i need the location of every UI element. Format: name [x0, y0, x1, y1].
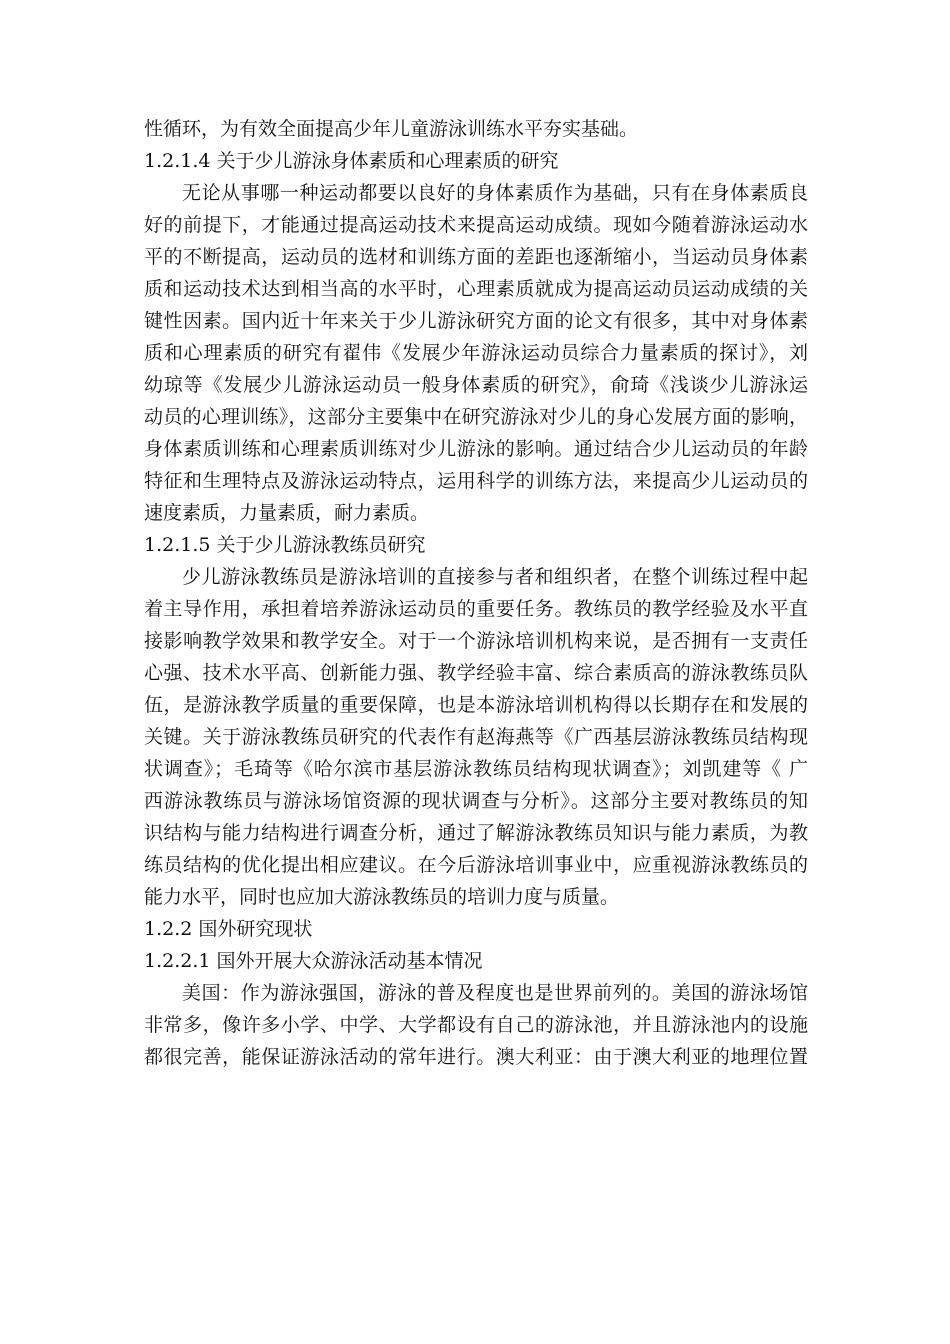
paragraph-line: 质和心理素质的研究有翟伟《发展少年游泳运动员综合力量素质的探讨》，刘: [144, 342, 808, 364]
paragraph-line: 幼琼等《发展少儿游泳运动员一般身体素质的研究》，俞琦《浅谈少儿游泳运: [144, 374, 808, 396]
paragraph-line: 身体素质训练和心理素质训练对少儿游泳的影响。通过结合少儿运动员的年龄: [144, 438, 808, 460]
paragraph-line: 好的前提下，才能通过提高运动技术来提高运动成绩。现如今随着游泳运动水: [144, 214, 808, 236]
paragraph-line: 非常多，像许多小学、中学、大学都设有自己的游泳池，并且游泳池内的设施: [144, 1014, 808, 1036]
paragraph-line: 伍，是游泳教学质量的重要保障，也是本游泳培训机构得以长期存在和发展的: [144, 694, 808, 716]
section-heading: 1.2.2.1 国外开展大众游泳活动基本情况: [144, 950, 483, 972]
paragraph-line: 美国：作为游泳强国，游泳的普及程度也是世界前列的。美国的游泳场馆: [182, 982, 808, 1004]
paragraph-line: 性循环，为有效全面提高少年儿童游泳训练水平夯实基础。: [144, 118, 639, 140]
section-heading: 1.2.1.4 关于少儿游泳身体素质和心理素质的研究: [144, 150, 559, 172]
paragraph-line: 西游泳教练员与游泳场馆资源的现状调查与分析》。这部分主要对教练员的知: [144, 790, 808, 812]
section-heading: 1.2.1.5 关于少儿游泳教练员研究: [144, 534, 426, 556]
section-heading: 1.2.2 国外研究现状: [144, 918, 313, 940]
paragraph-line: 都很完善，能保证游泳活动的常年进行。澳大利亚：由于澳大利亚的地理位置: [144, 1046, 808, 1068]
paragraph-line: 识结构与能力结构进行调查分析，通过了解游泳教练员知识与能力素质，为教: [144, 822, 808, 844]
paragraph-line: 心强、技术水平高、创新能力强、教学经验丰富、综合素质高的游泳教练员队: [144, 662, 808, 684]
paragraph-line: 速度素质，力量素质，耐力素质。: [144, 502, 430, 524]
paragraph-line: 键性因素。国内近十年来关于少儿游泳研究方面的论文有很多，其中对身体素: [144, 310, 808, 332]
paragraph-line: 着主导作用，承担着培养游泳运动员的重要任务。教练员的教学经验及水平直: [144, 598, 808, 620]
paragraph-line: 接影响教学效果和教学安全。对于一个游泳培训机构来说，是否拥有一支责任: [144, 630, 808, 652]
paragraph-line: 状调查》；毛琦等《哈尔滨市基层游泳教练员结构现状调查》；刘凯建等《 广: [144, 758, 808, 780]
paragraph-line: 质和运动技术达到相当高的水平时，心理素质就成为提高运动员运动成绩的关: [144, 278, 808, 300]
paragraph-line: 能力水平，同时也应加大游泳教练员的培训力度与质量。: [144, 886, 620, 908]
paragraph-line: 少儿游泳教练员是游泳培训的直接参与者和组织者，在整个训练过程中起: [182, 566, 808, 588]
paragraph-line: 练员结构的优化提出相应建议。在今后游泳培训事业中，应重视游泳教练员的: [144, 854, 808, 876]
paragraph-line: 关键。关于游泳教练员研究的代表作有赵海燕等《广西基层游泳教练员结构现: [144, 726, 808, 748]
paragraph-line: 动员的心理训练》，这部分主要集中在研究游泳对少儿的身心发展方面的影响，: [144, 406, 808, 428]
paragraph-line: 无论从事哪一种运动都要以良好的身体素质作为基础，只有在身体素质良: [182, 182, 808, 204]
document-body: [144, 113, 808, 1073]
paragraph-line: 特征和生理特点及游泳运动特点，运用科学的训练方法，来提高少儿运动员的: [144, 470, 808, 492]
paragraph-line: 平的不断提高，运动员的选材和训练方面的差距也逐渐缩小，当运动员身体素: [144, 246, 808, 268]
